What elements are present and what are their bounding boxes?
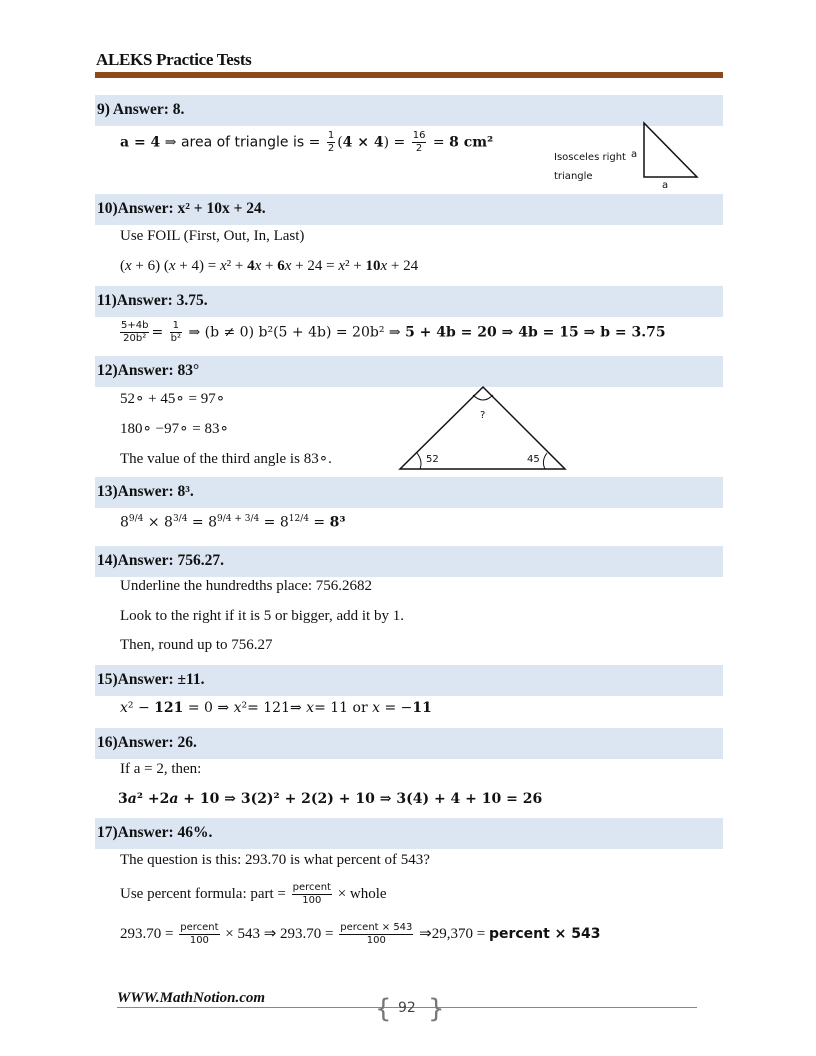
answer-12: 12)Answer: 83° [97, 362, 200, 379]
q11-solution: $\frac{5+4b}{\text{20b²}}$ = $\frac{1}{\text{b²}}$ ⇒ (b ≠ 0) b²(5 + 4b) = 20b² ⇒ 5 + 4b = 20 ⇒ 4b = 15 ⇒ b = 3.75 [121, 320, 666, 344]
answer-16: 16)Answer: 26. [97, 734, 197, 751]
page-number: 92 [398, 1000, 416, 1016]
label-side-a-vertical: a [631, 149, 638, 160]
answer-band-14 [95, 546, 723, 577]
footer-website: WWW.MathNotion.com [117, 990, 266, 1006]
q17-line-2: Use percent formula: part = $\frac{\text{percent}}{100}$ × whole [120, 882, 387, 906]
q12-line-3: The value of the third angle is 83∘. [120, 451, 332, 467]
answer-band-10 [95, 194, 723, 225]
answer-band-16 [95, 728, 723, 759]
answer-17: 17)Answer: 46%. [97, 824, 213, 841]
triangle-figure [395, 383, 570, 475]
q16-solution: 3a² +2a + 10 ⇒ 3(2)² + 2(2) + 10 ⇒ 3(4) + 4 + 10 = 26 [118, 791, 543, 807]
q17-line-3: 293.70 = $\frac{\text{percent}}{100}$ × 543 ⇒ 293.70 = $\frac{\text{percent × 543}}{100}$ ⇒29,370 = percent × 543 [120, 922, 601, 946]
answer-14: 14)Answer: 756.27. [97, 552, 224, 569]
q13-solution: $8^{9/4} \times 8^{3/4} = 8^{9/4 + 3/4} = 8^{12/4} = 8^3$ [120, 514, 346, 531]
q15-solution: x² − 121 = 0 ⇒ x²= 121⇒ x= 11 or x = −11 [120, 700, 432, 716]
label-unknown-angle: ? [480, 410, 486, 421]
answer-band-9 [95, 95, 723, 126]
q16-line-1: If a = 2, then: [120, 761, 202, 777]
q14-line-2: Look to the right if it is 5 or bigger, add it by 1. [120, 608, 404, 624]
answer-band-13 [95, 477, 723, 508]
page-bracket-right: } [428, 994, 445, 1024]
answer-11: 11)Answer: 3.75. [97, 292, 208, 309]
answer-band-15 [95, 665, 723, 696]
right-triangle-figure [640, 120, 702, 182]
answer-band-17 [95, 818, 723, 849]
q10-line-1: Use FOIL (First, Out, In, Last) [120, 228, 305, 244]
answer-13: 13)Answer: 8³. [97, 483, 194, 500]
q14-line-1: Underline the hundredths place: 756.2682 [120, 578, 373, 594]
page-bracket-left: { [375, 994, 392, 1024]
label-angle-45: 45 [527, 454, 540, 465]
answer-10: 10)Answer: x² + 10x + 24. [97, 200, 266, 217]
q17-line-1: The question is this: 293.70 is what percent of 543? [120, 852, 430, 868]
label-side-a-horizontal: a [662, 180, 669, 191]
answer-15: 15)Answer: ±11. [97, 671, 205, 688]
label-angle-52: 52 [426, 454, 439, 465]
q12-line-2: 180∘ −97∘ = 83∘ [120, 421, 229, 437]
header-rule [95, 72, 723, 78]
answer-9: 9) Answer: 8. [97, 101, 185, 118]
q10-line-2: (x + 6) (x + 4) = x² + 4x + 6x + 24 = x² + 10x + 24 [120, 258, 419, 274]
answer-band-11 [95, 286, 723, 317]
label-triangle: triangle [554, 171, 593, 182]
label-isosceles: Isosceles right [554, 152, 626, 163]
q14-line-3: Then, round up to 756.27 [120, 637, 273, 653]
q12-line-1: 52∘ + 45∘ = 97∘ [120, 391, 226, 407]
page-title: ALEKS Practice Tests [96, 50, 252, 69]
q9-solution: a = 4 ⇒ area of triangle is = $\frac{1}{2}$ (4 × 4) = $\frac{16}{2}$ = 8 cm² [120, 130, 494, 154]
